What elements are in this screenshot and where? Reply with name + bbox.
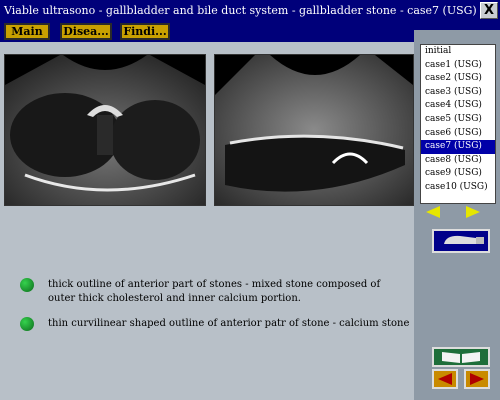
case-list[interactable] <box>420 44 496 204</box>
close-button[interactable]: X <box>480 2 498 19</box>
arrow-right-icon[interactable] <box>464 369 490 389</box>
case-list-item[interactable]: case10 (USG) <box>425 181 488 192</box>
case-list-item[interactable]: case9 (USG) <box>425 168 482 179</box>
open-book-icon[interactable] <box>432 347 490 367</box>
finding-bullet-icon <box>20 278 34 292</box>
case-list-item[interactable]: case1 (USG) <box>425 59 482 70</box>
case-list-item-selected[interactable]: case7 (USG) <box>421 140 495 154</box>
finding-1-text: thick outline of anterior part of stones - mixed stone composed of outer thick cholesterol and inner calcium portion. <box>48 279 381 304</box>
window-title: Viable ultrasono - gallbladder and bile duct system - gallbladder stone - case7 (USG) <box>4 4 477 17</box>
case-list-item[interactable]: case6 (USG) <box>425 127 482 138</box>
case-list-item[interactable]: case2 (USG) <box>425 73 482 84</box>
finding-2-text: thin curvilinear shaped outline of anterior patr of stone - calcium stone <box>48 318 410 329</box>
findings-button[interactable]: Findi... <box>120 23 170 40</box>
case-list-item[interactable]: case4 (USG) <box>425 100 482 111</box>
case-list-item[interactable]: initial <box>425 46 452 56</box>
ultrasound-probe-icon[interactable] <box>432 229 490 253</box>
ultrasound-image-2 <box>214 54 414 206</box>
case-list-item[interactable]: case3 (USG) <box>425 86 482 97</box>
case-list-item[interactable]: case5 (USG) <box>425 113 482 124</box>
triangle-right-icon[interactable] <box>466 206 480 218</box>
finding-bullet-icon <box>20 317 34 331</box>
ultrasound-image-1 <box>4 54 206 206</box>
arrow-left-icon[interactable] <box>432 369 458 389</box>
case-list-item[interactable]: case8 (USG) <box>425 154 482 165</box>
title-bar <box>0 0 500 22</box>
main-button[interactable]: Main <box>4 23 50 40</box>
triangle-left-icon[interactable] <box>426 206 440 218</box>
disease-button[interactable]: Disea... <box>60 23 112 40</box>
